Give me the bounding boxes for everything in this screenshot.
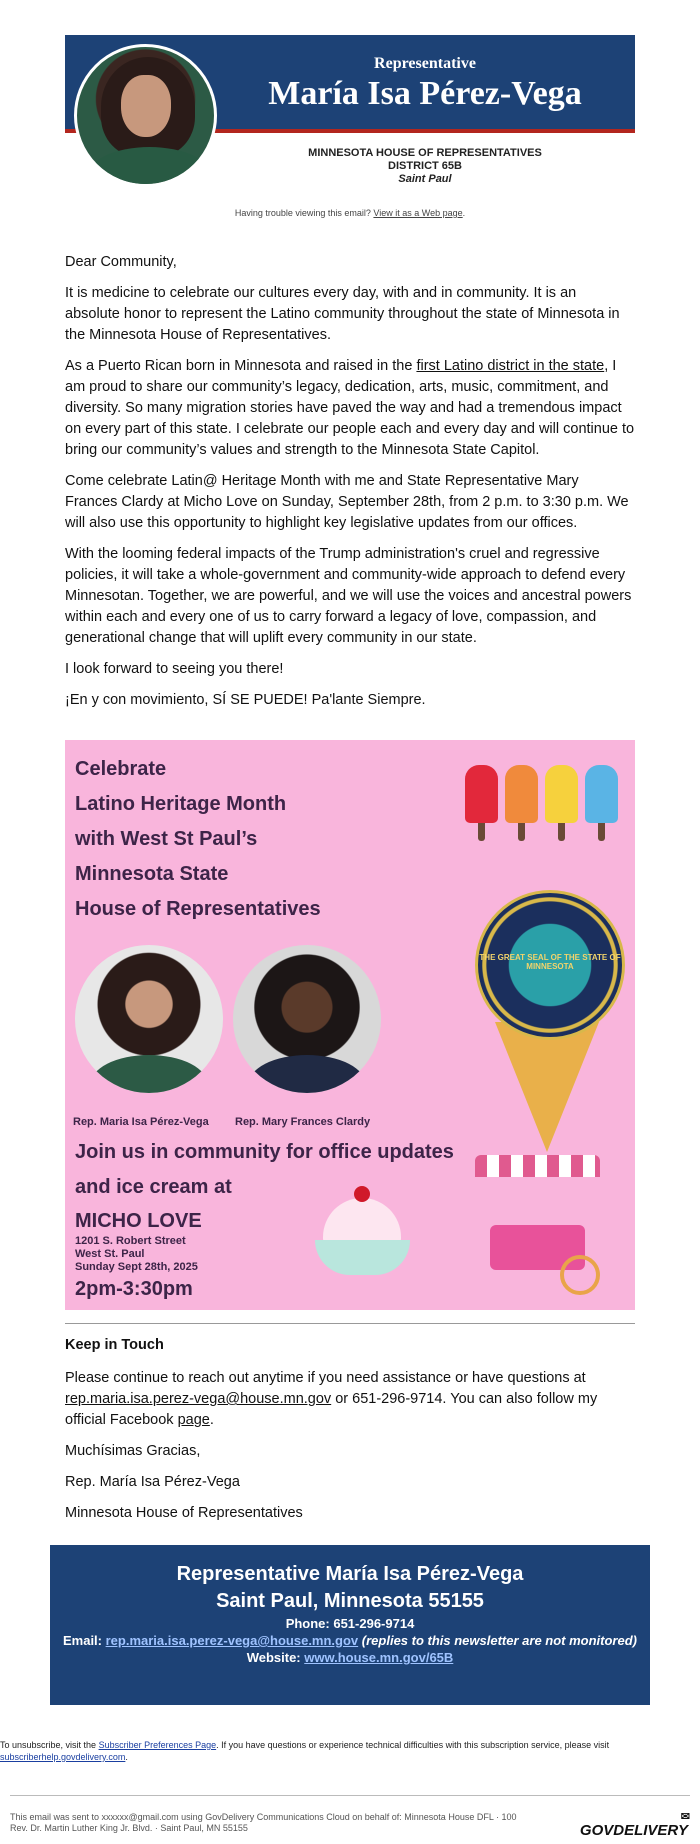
chat-bubble-icon: ✉ — [680, 1811, 690, 1823]
ice-cream-cone-icon — [495, 1022, 599, 1152]
greeting: Dear Community, — [65, 254, 177, 270]
ice-cream-cart-icon — [465, 1155, 610, 1300]
contact-footer — [50, 1545, 650, 1705]
govdelivery-logo: GOVDELIVERY ✉ — [579, 1811, 690, 1839]
header-city: Saint Paul — [398, 173, 452, 185]
flyer-join-text: Join us in community for office updates and ice cream at — [75, 1141, 454, 1198]
paragraph-3: Come celebrate Latin@ Heritage Month with me and State Representative Mary Frances Clardy at Micho Love on Sunday, September 28th, from 2 p.m. to 3:30 p.m. We will also use this opportunity to highlight key legislative updates from our offices. — [65, 473, 629, 531]
signature-org: Minnesota House of Representatives — [65, 1505, 303, 1521]
paragraph-5: I look forward to seeing you there! — [65, 661, 284, 677]
flyer-heading: Celebrate Latino Heritage Month with West St Paul’s Minnesota State House of Representatives — [75, 758, 321, 920]
footer-email-line: Email: rep.maria.isa.perez-vega@house.mn.gov (replies to this newsletter are not monitored) — [62, 1633, 637, 1648]
header-district: DISTRICT 65B — [388, 160, 462, 172]
sundae-icon — [315, 1180, 410, 1290]
caption-clardy: Rep. Mary Frances Clardy — [235, 1116, 371, 1128]
sent-to-notice: This email was sent to xxxxxx@gmail.com using GovDelivery Communications Cloud on behalf of: Minnesota House DFL · 100 Rev. Dr. Martin Luther King Jr. Blvd. · Saint Paul, MN 55155 — [10, 1812, 517, 1833]
newsletter-header — [65, 35, 635, 195]
trouble-viewing-line: Having trouble viewing this email? View it as a Web page. — [234, 208, 466, 218]
keep-paragraph: Please continue to reach out anytime if you need assistance or have questions at rep.maria.isa.perez-vega@house.mn.gov or 651-296-9714. You can also follow my official Facebook page. — [65, 1370, 598, 1428]
representative-photo — [74, 44, 217, 187]
footer-website-link[interactable]: www.house.mn.gov/65B — [304, 1650, 454, 1665]
footer-name: Representative María Isa Pérez-Vega — [176, 1563, 524, 1585]
paragraph-6: ¡En y con movimiento, SÍ SE PUEDE! Pa'lante Siempre. — [65, 692, 426, 708]
header-representative-label: Representative — [374, 55, 476, 72]
footer-divider — [10, 1795, 690, 1796]
view-web-page-link[interactable]: View it as a Web page — [373, 208, 463, 218]
section-divider — [65, 1323, 635, 1324]
photo-rep-perez-vega — [75, 945, 223, 1093]
flyer-venue: MICHO LOVE — [75, 1210, 202, 1232]
paragraph-4: With the looming federal impacts of the Trump administration's cruel and regressive policies, it will take a whole-government and community-wide approach to defend every Minnesotan. Together, we are powerful, and we will use the voices and ancestral powers within each and every one of us to carry forward a legacy of love, compassion, and generational change that will uplift every community in our state. — [65, 546, 632, 646]
photo-rep-clardy — [233, 945, 381, 1093]
signature-name: Rep. María Isa Pérez-Vega — [65, 1474, 240, 1490]
keep-in-touch-title: Keep in Touch — [65, 1337, 164, 1353]
subscriber-preferences-link[interactable]: Subscriber Preferences Page — [98, 1740, 217, 1750]
footer-city: Saint Paul, Minnesota 55155 — [216, 1590, 484, 1612]
contact-email-link[interactable]: rep.maria.isa.perez-vega@house.mn.gov — [65, 1391, 332, 1407]
minnesota-state-seal: THE GREAT SEAL OF THE STATE OF MINNESOTA — [475, 890, 625, 1040]
keep-in-touch-section — [65, 1335, 635, 1534]
unsubscribe-notice: To unsubscribe, visit the Subscriber Preferences Page. If you have questions or experience technical difficulties with this subscription service, please visit subscriberhelp.govdelivery.com. — [0, 1740, 610, 1762]
paragraph-1: It is medicine to celebrate our cultures every day, with and in community. It is an absolute honor to represent the Latino community throughout the state of Minnesota in the Minnesota House of Representatives. — [65, 285, 620, 343]
footer-email-link[interactable]: rep.maria.isa.perez-vega@house.mn.gov — [105, 1633, 359, 1648]
footer-phone: Phone: 651-296-9714 — [285, 1616, 415, 1631]
flyer-time: 2pm-3:30pm — [75, 1278, 193, 1300]
event-flyer — [65, 740, 635, 1310]
facebook-page-link[interactable]: page — [177, 1412, 210, 1428]
footer-website-line: Website: www.house.mn.gov/65B — [246, 1650, 454, 1665]
header-name: María Isa Pérez-Vega — [268, 75, 582, 112]
letter-body — [65, 252, 635, 721]
header-body: MINNESOTA HOUSE OF REPRESENTATIVES — [308, 147, 542, 159]
subscriber-help-link[interactable]: subscriberhelp.govdelivery.com — [0, 1752, 126, 1762]
first-latino-district-link[interactable]: first Latino district in the state — [416, 358, 605, 374]
popsicles-icon — [465, 765, 625, 855]
caption-perez-vega: Rep. Maria Isa Pérez-Vega — [73, 1116, 209, 1128]
flyer-address: 1201 S. Robert Street West St. Paul Sunday Sept 28th, 2025 — [75, 1235, 198, 1273]
header-subtitle — [215, 147, 635, 186]
trouble-text: Having trouble viewing this email? — [234, 208, 371, 218]
thanks-line: Muchísimas Gracias, — [65, 1443, 201, 1459]
paragraph-2: As a Puerto Rican born in Minnesota and raised in the first Latino district in the state, I am proud to share our community’s legacy, dedication, arts, music, commitment, and diversity. So many migration stories have paved the way and had a tremendous impact on every part of this state. I celebrate our people each and every day and will continue to bring our community’s values and strength to the Minnesota State Capitol. — [65, 358, 635, 458]
